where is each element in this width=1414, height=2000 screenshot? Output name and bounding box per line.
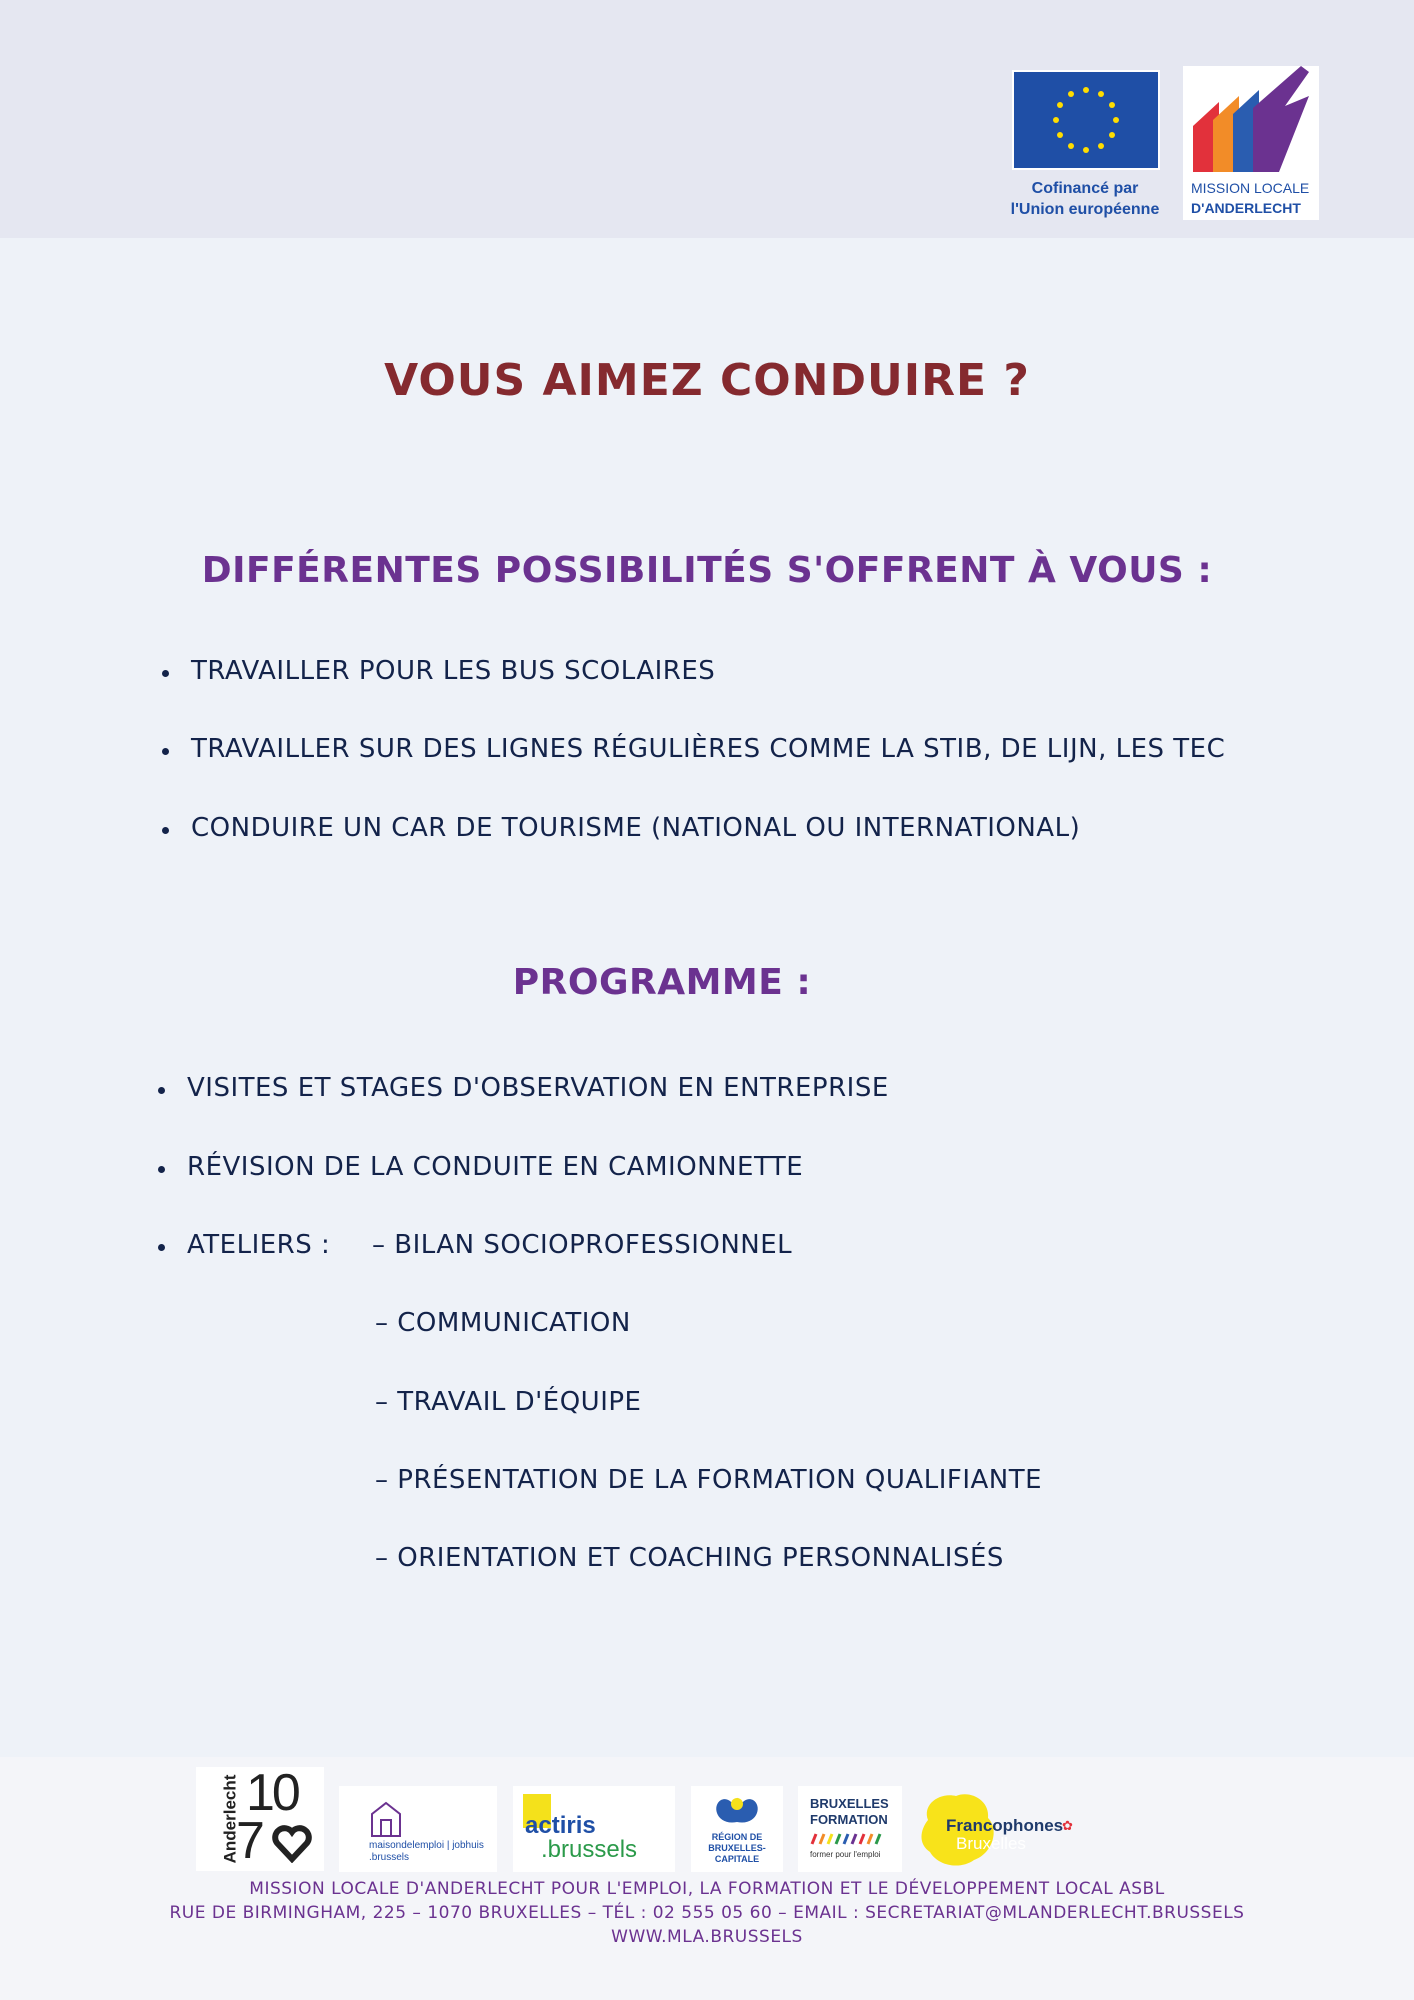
atelier-item: – ORIENTATION ET COACHING PERSONNALISÉS	[375, 1543, 1004, 1573]
list-item-text: TRAVAILLER POUR LES BUS SCOLAIRES	[191, 656, 716, 686]
bruxelles-formation-logo	[798, 1786, 902, 1872]
house-icon	[369, 1800, 403, 1838]
list-item-text: CONDUIRE UN CAR DE TOURISME (NATIONAL OU INTERNATIONAL)	[191, 813, 1081, 843]
list-item	[187, 1152, 803, 1182]
region-bruxelles-logo	[691, 1786, 783, 1872]
list-item	[187, 1230, 330, 1260]
bxlf-line1: BRUXELLES	[810, 1796, 889, 1811]
actiris-line1: actiris	[525, 1812, 596, 1839]
maison-emploi-logo	[339, 1786, 497, 1872]
eu-caption-line2: l'Union européenne	[1010, 201, 1160, 218]
page-title: VOUS AIMEZ CONDUIRE ?	[384, 355, 1030, 406]
atelier-item: – PRÉSENTATION DE LA FORMATION QUALIFIANTE	[375, 1465, 1043, 1495]
eu-cofunding-logo	[1002, 68, 1168, 220]
possibilities-heading: DIFFÉRENTES POSSIBILITÉS S'OFFRENT À VOUS :	[201, 550, 1213, 591]
anderlecht-number-top: 10	[246, 1764, 298, 1822]
list-item	[191, 734, 1225, 764]
ateliers-label: ATELIERS :	[187, 1230, 331, 1260]
mission-locale-name	[1191, 178, 1319, 218]
mission-locale-stripes-icon	[1189, 66, 1313, 176]
list-item-text: TRAVAILLER SUR DES LIGNES RÉGULIÈRES COMME LA STIB, DE LIJN, LES TEC	[191, 734, 1226, 764]
atelier-item: – BILAN SOCIOPROFESSIONNEL	[372, 1230, 793, 1260]
iris-icon	[709, 1792, 765, 1830]
footer-address-line: RUE DE BIRMINGHAM, 225 – 1070 BRUXELLES – TÉL : 02 555 05 60 – EMAIL : SECRETARIAT@MLANDERLECHT.BRUSSELS	[169, 1903, 1245, 1923]
atelier-item: – TRAVAIL D'ÉQUIPE	[375, 1387, 642, 1417]
ml-name-line1: MISSION LOCALE	[1191, 180, 1310, 196]
eu-caption-line1: Cofinancé par	[1031, 180, 1139, 197]
bxlf-tagline: former pour l'emploi	[810, 1850, 881, 1859]
bxlf-line2: FORMATION	[810, 1812, 888, 1827]
list-item-text: RÉVISION DE LA CONDUITE EN CAMIONNETTE	[187, 1152, 804, 1182]
ml-name-line2: D'ANDERLECHT	[1191, 200, 1301, 216]
maison-line1: maisondelemploi | jobhuis	[369, 1840, 484, 1851]
list-item	[191, 813, 1080, 843]
anderlecht-word: Anderlecht	[220, 1774, 240, 1864]
francophones-bruxelles-logo	[916, 1786, 1074, 1872]
bullet-dot	[162, 748, 169, 755]
bullet-dot	[158, 1244, 165, 1251]
footer-org-line: MISSION LOCALE D'ANDERLECHT POUR L'EMPLOI, LA FORMATION ET LE DÉVELOPPEMENT LOCAL ASBL	[249, 1879, 1165, 1899]
anderlecht-number-bottom: 7	[236, 1812, 265, 1870]
region-line2: BRUXELLES-	[708, 1843, 766, 1853]
bullet-dot	[162, 827, 169, 834]
list-item-text: VISITES ET STAGES D'OBSERVATION EN ENTREPRISE	[187, 1073, 889, 1103]
maison-line2: .brussels	[369, 1852, 410, 1863]
heart-icon	[272, 1823, 312, 1863]
anderlecht-1070-logo	[196, 1764, 324, 1871]
eu-flag-icon	[1012, 70, 1160, 170]
programme-heading: PROGRAMME :	[512, 962, 812, 1003]
bullet-dot	[158, 1087, 165, 1094]
actiris-logo	[513, 1786, 675, 1872]
franco-flower-icon: ✿	[1062, 1818, 1073, 1833]
actiris-line2: .brussels	[541, 1836, 638, 1863]
region-line3: CAPITALE	[714, 1854, 760, 1864]
atelier-item: – COMMUNICATION	[375, 1308, 631, 1338]
bullet-dot	[162, 670, 169, 677]
footer-website-link[interactable]: WWW.MLA.BRUSSELS	[611, 1927, 803, 1947]
region-line1: RÉGION DE	[711, 1832, 763, 1842]
franco-line2: Bruxelles	[956, 1834, 1026, 1853]
franco-line1: Francophones	[946, 1816, 1064, 1835]
eu-caption	[1002, 178, 1168, 220]
bullet-dot	[158, 1166, 165, 1173]
list-item	[191, 656, 715, 686]
mission-locale-logo	[1183, 66, 1319, 220]
bxlf-stripes-icon	[810, 1832, 890, 1846]
list-item	[187, 1073, 889, 1103]
